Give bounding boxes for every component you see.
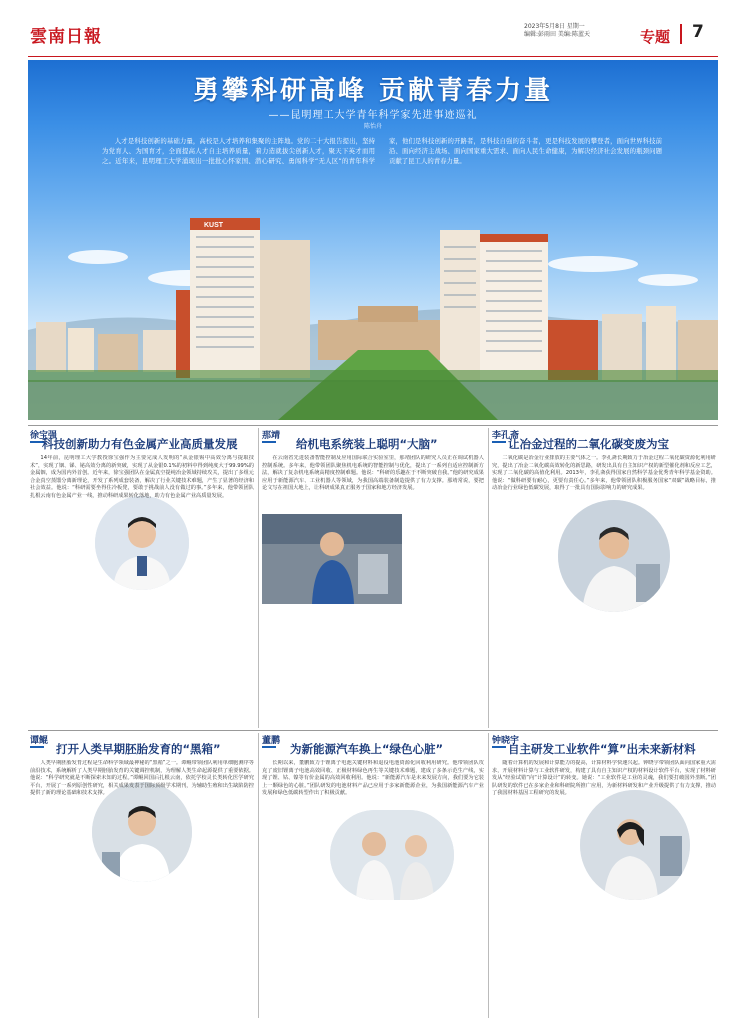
building <box>143 330 179 372</box>
article-body-text: 在云南省先进装备智能控制及应用国际联合实验室里，那靖团队的研究人员正在调试机器人控制系统。多年来，他带领团队聚焦机电系统的智能控制与优化，提出了一系列自适应控制新方法，解决了复杂机电系统高精度控制难题。他说：“科研的乐趣在于不断突破自我。”他的研究成果应用于新能源汽车、工业机器人等领域，为我国高端装备制造提供了有力支撑。那靖常说，要把论文写在祖国大地上，让科研成果真正服务于国家和地方经济发展。 <box>262 455 484 492</box>
article-body-text: 14年前，昆明理工大学教授徐宝强作为主要完成人发明的“从金银锡中高效分离与提取技术”，实现了铟、锑、铋高效分离的新突破，实现了从金银0.1%的初料中得到纯度大于99.99%的金属铟，成为国内外首创。近年来，徐宝强团队在金属真空提纯冶金领域持续攻关，提出了多组元合金真空蒸馏分离新理论，开发了系列成套装备，解决了行业关键技术难题，产生了显著的经济和社会效益。他说：“科研需要坐得住冷板凳，要敢于挑战前人没有做过的事。”多年来，他带领团队扎根云南有色金属产业一线，推动科研成果转化落地，助力有色金属产业高质量发展。 <box>30 455 254 499</box>
center-building-top <box>358 306 418 322</box>
right-tower <box>480 234 548 380</box>
column-divider <box>258 428 259 728</box>
title-accent-bar <box>492 441 506 443</box>
main-tower-roof <box>190 218 260 230</box>
article-author: 钟晓宇 <box>492 736 520 746</box>
building <box>68 328 94 372</box>
newspaper-logo: 雲南日報 <box>30 27 102 47</box>
article-author: 李孔斋 <box>492 431 520 441</box>
orange-block <box>176 290 190 378</box>
article-title: 给机电系统装上聪明“大脑” <box>296 437 438 451</box>
article-body <box>30 760 254 1018</box>
row-divider <box>28 425 718 426</box>
article-body-text: 随着计算机的发展和计算能力的提高，计算材料学快速兴起。钟晓宇带领团队面向国家重大需求，开展材料计算与工业软件研发，构建了具有自主知识产权的材料设计软件平台，实现了材料研发从“经验试错”向“计算设计”的转变。她说：“工业软件是工业的灵魂，我们要打破国外垄断。”团队研发的软件已在多家企业和科研院所推广应用，为新材料研发和产业升级提供了有力支撑，推动了我国材料基因工程研究的发展。 <box>492 760 716 797</box>
row-divider <box>28 730 718 731</box>
column-divider <box>488 733 489 1018</box>
article-title: 为新能源汽车换上“绿色心脏” <box>290 742 444 756</box>
article-body <box>492 760 716 1018</box>
title-accent-bar <box>262 746 276 748</box>
building <box>36 322 66 372</box>
hero-intro-text: 人才是科技创新的基础力量，高校是人才培养和集聚的主阵地。党的二十大报告提出，坚持为党育人、为国育才，全面提高人才自主培养质量，着力造就拔尖创新人才，聚天下英才而用之。近年来，昆明理工大学涌现出一批批心怀家国、潜心研究、勇闯科学“无人区”的青年科学家，他们是科技创新的开路者，是科技自强的奋斗者，更是科技发展的攀登者，面向世界科技前沿、面向经济主战场、面向国家重大需求、面向人民生命健康，为解决经济社会发展的瓶颈问题贡献了昆工人的青春力量。 <box>102 137 662 165</box>
hero-title: 勇攀科研高峰 贡献青春力量 <box>192 76 554 106</box>
article-title: 让冶金过程的二氧化碳变废为宝 <box>508 437 669 451</box>
article-body <box>30 455 254 727</box>
issue-info <box>524 23 590 39</box>
article-title: 打开人类早期胚胎发育的“黑箱” <box>56 742 221 756</box>
article-title: 自主研发工业软件“算”出未来新材料 <box>508 742 696 756</box>
article-author: 谭鲲 <box>30 736 49 746</box>
title-accent-bar <box>262 441 276 443</box>
building <box>646 306 676 380</box>
article-body-text: 人类早期胚胎发育过程是生命科学领域最神秘的“黑箱”之一。谭鲲带领团队利用单细胞测序等前沿技术，系统解析了人类早期胚胎发育的关键调控机制，为理解人类生命起源提供了重要依据。他说：“科学研究就是不断探索未知的过程。”谭鲲回国后扎根云南，依托学校灵长类转化医学研究平台，开展了一系列原创性研究，相关成果发表于国际顶级学术期刊，为辅助生殖和出生缺陷防控提供了新的理论基础和技术支撑。 <box>30 760 254 797</box>
article-title: 科技创新助力有色金属产业高质量发展 <box>42 437 238 451</box>
building <box>98 334 138 372</box>
title-accent-bar <box>492 746 506 748</box>
article-author: 董鹏 <box>262 736 281 746</box>
masthead <box>0 0 742 58</box>
hero-subtitle: ——昆明理工大学青年科学家先进事迹巡礼 <box>268 110 478 121</box>
issue-date: 2023年5月8日 星期一 <box>524 23 585 30</box>
hero-byline: 陈怡舟 <box>363 123 382 130</box>
column-divider <box>258 733 259 1018</box>
main-tower-wing <box>260 240 310 378</box>
hero-intro <box>102 136 662 166</box>
article-author: 那靖 <box>262 431 281 441</box>
tree-line <box>28 380 718 420</box>
building-sign: KUST <box>204 222 224 229</box>
section-divider <box>680 24 682 44</box>
article-body-text: 二氧化碳是冶金行业排放的主要气体之一。李孔斋长期致力于冶金过程二氧化碳资源化利用研究，提出了冶金二氧化碳高效转化的新思路，研发出具有自主知识产权的新型催化剂和反应工艺，实现了二氧化碳的高值化利用。2013年，李孔斋获得国家自然科学基金优秀青年科学基金资助。他说：“做科研要有耐心，更要有责任心。”多年来，他带领团队积极服务国家“双碳”战略目标，推动冶金行业绿色低碳发展，取得了一批具有国际影响力的研究成果。 <box>492 455 716 492</box>
hero-banner <box>28 60 718 420</box>
masthead-rule <box>28 56 718 57</box>
campus-skyline-illustration <box>28 210 718 420</box>
title-accent-bar <box>30 746 44 748</box>
right-tower-roof <box>480 234 548 242</box>
column-divider <box>488 428 489 728</box>
article-body-text: 长期以来，董鹏致力于锂离子电池关键材料和退役电池资源化回收利用研究。他带领团队攻克了废旧锂离子电池高效回收、正极材料绿色再生等关键技术难题，建成了多条示范生产线，实现了锂、钴、镍等有价金属的高效回收利用。他说：“新能源汽车是未来发展方向，我们要为它装上一颗绿色的心脏。”团队研发的电池材料产品已应用于多家新能源企业，为我国新能源汽车产业发展和绿色低碳转型作出了积极贡献。 <box>262 760 484 797</box>
article-body <box>262 760 484 1018</box>
tree-canopy <box>28 370 718 382</box>
article-body <box>262 455 484 727</box>
right-tower <box>440 230 480 380</box>
article-body <box>492 455 716 727</box>
page-number: 7 <box>692 22 704 42</box>
issue-editors: 编辑:彭雨田 美编:陈蓝天 <box>524 31 590 38</box>
section-label: 专题 <box>640 28 671 46</box>
article-author: 徐宝强 <box>30 431 58 441</box>
